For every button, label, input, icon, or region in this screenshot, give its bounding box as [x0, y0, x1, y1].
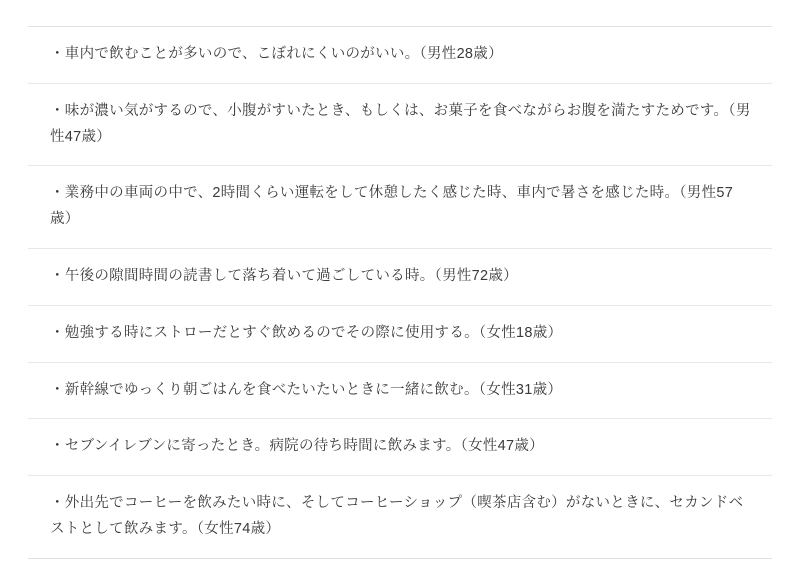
table-row: [28, 363, 772, 420]
comment-text: ・セブンイレブンに寄ったとき。病院の待ち時間に飲みます。（女性47歳）: [50, 438, 544, 455]
comment-text: ・新幹線でゆっくり朝ごはんを食べたいたいときに一緒に飲む。（女性31歳）: [50, 381, 563, 398]
comment-table: [28, 26, 772, 559]
comment-text: ・味が濃い気がするので、小腹がすいたとき、もしくは、お菓子を食べながらお腹を満たすためです。（男性47歳）: [50, 102, 751, 145]
table-row: [28, 306, 772, 363]
table-row: [28, 166, 772, 249]
table-row: [28, 84, 772, 167]
table-row: [28, 476, 772, 558]
comment-text: ・業務中の車両の中で、2時間くらい運転をして休憩したく感じた時、車内で暑さを感じた時。（男性57歳）: [50, 185, 734, 228]
comment-text: ・外出先でコーヒーを飲みたい時に、そしてコーヒーショップ（喫茶店含む）がないときに、セカンドベストとして飲みます。（女性74歳）: [50, 495, 744, 537]
table-row: [28, 249, 772, 306]
comment-text: ・午後の隙間時間の読書して落ち着いて過ごしている時。（男性72歳）: [50, 267, 518, 284]
comment-text: ・車内で飲むことが多いので、こぼれにくいのがいい。（男性28歳）: [50, 46, 503, 62]
comment-text: ・勉強する時にストローだとすぐ飲めるのでその際に使用する。（女性18歳）: [50, 324, 563, 341]
table-row: [28, 419, 772, 476]
table-row: [28, 27, 772, 84]
